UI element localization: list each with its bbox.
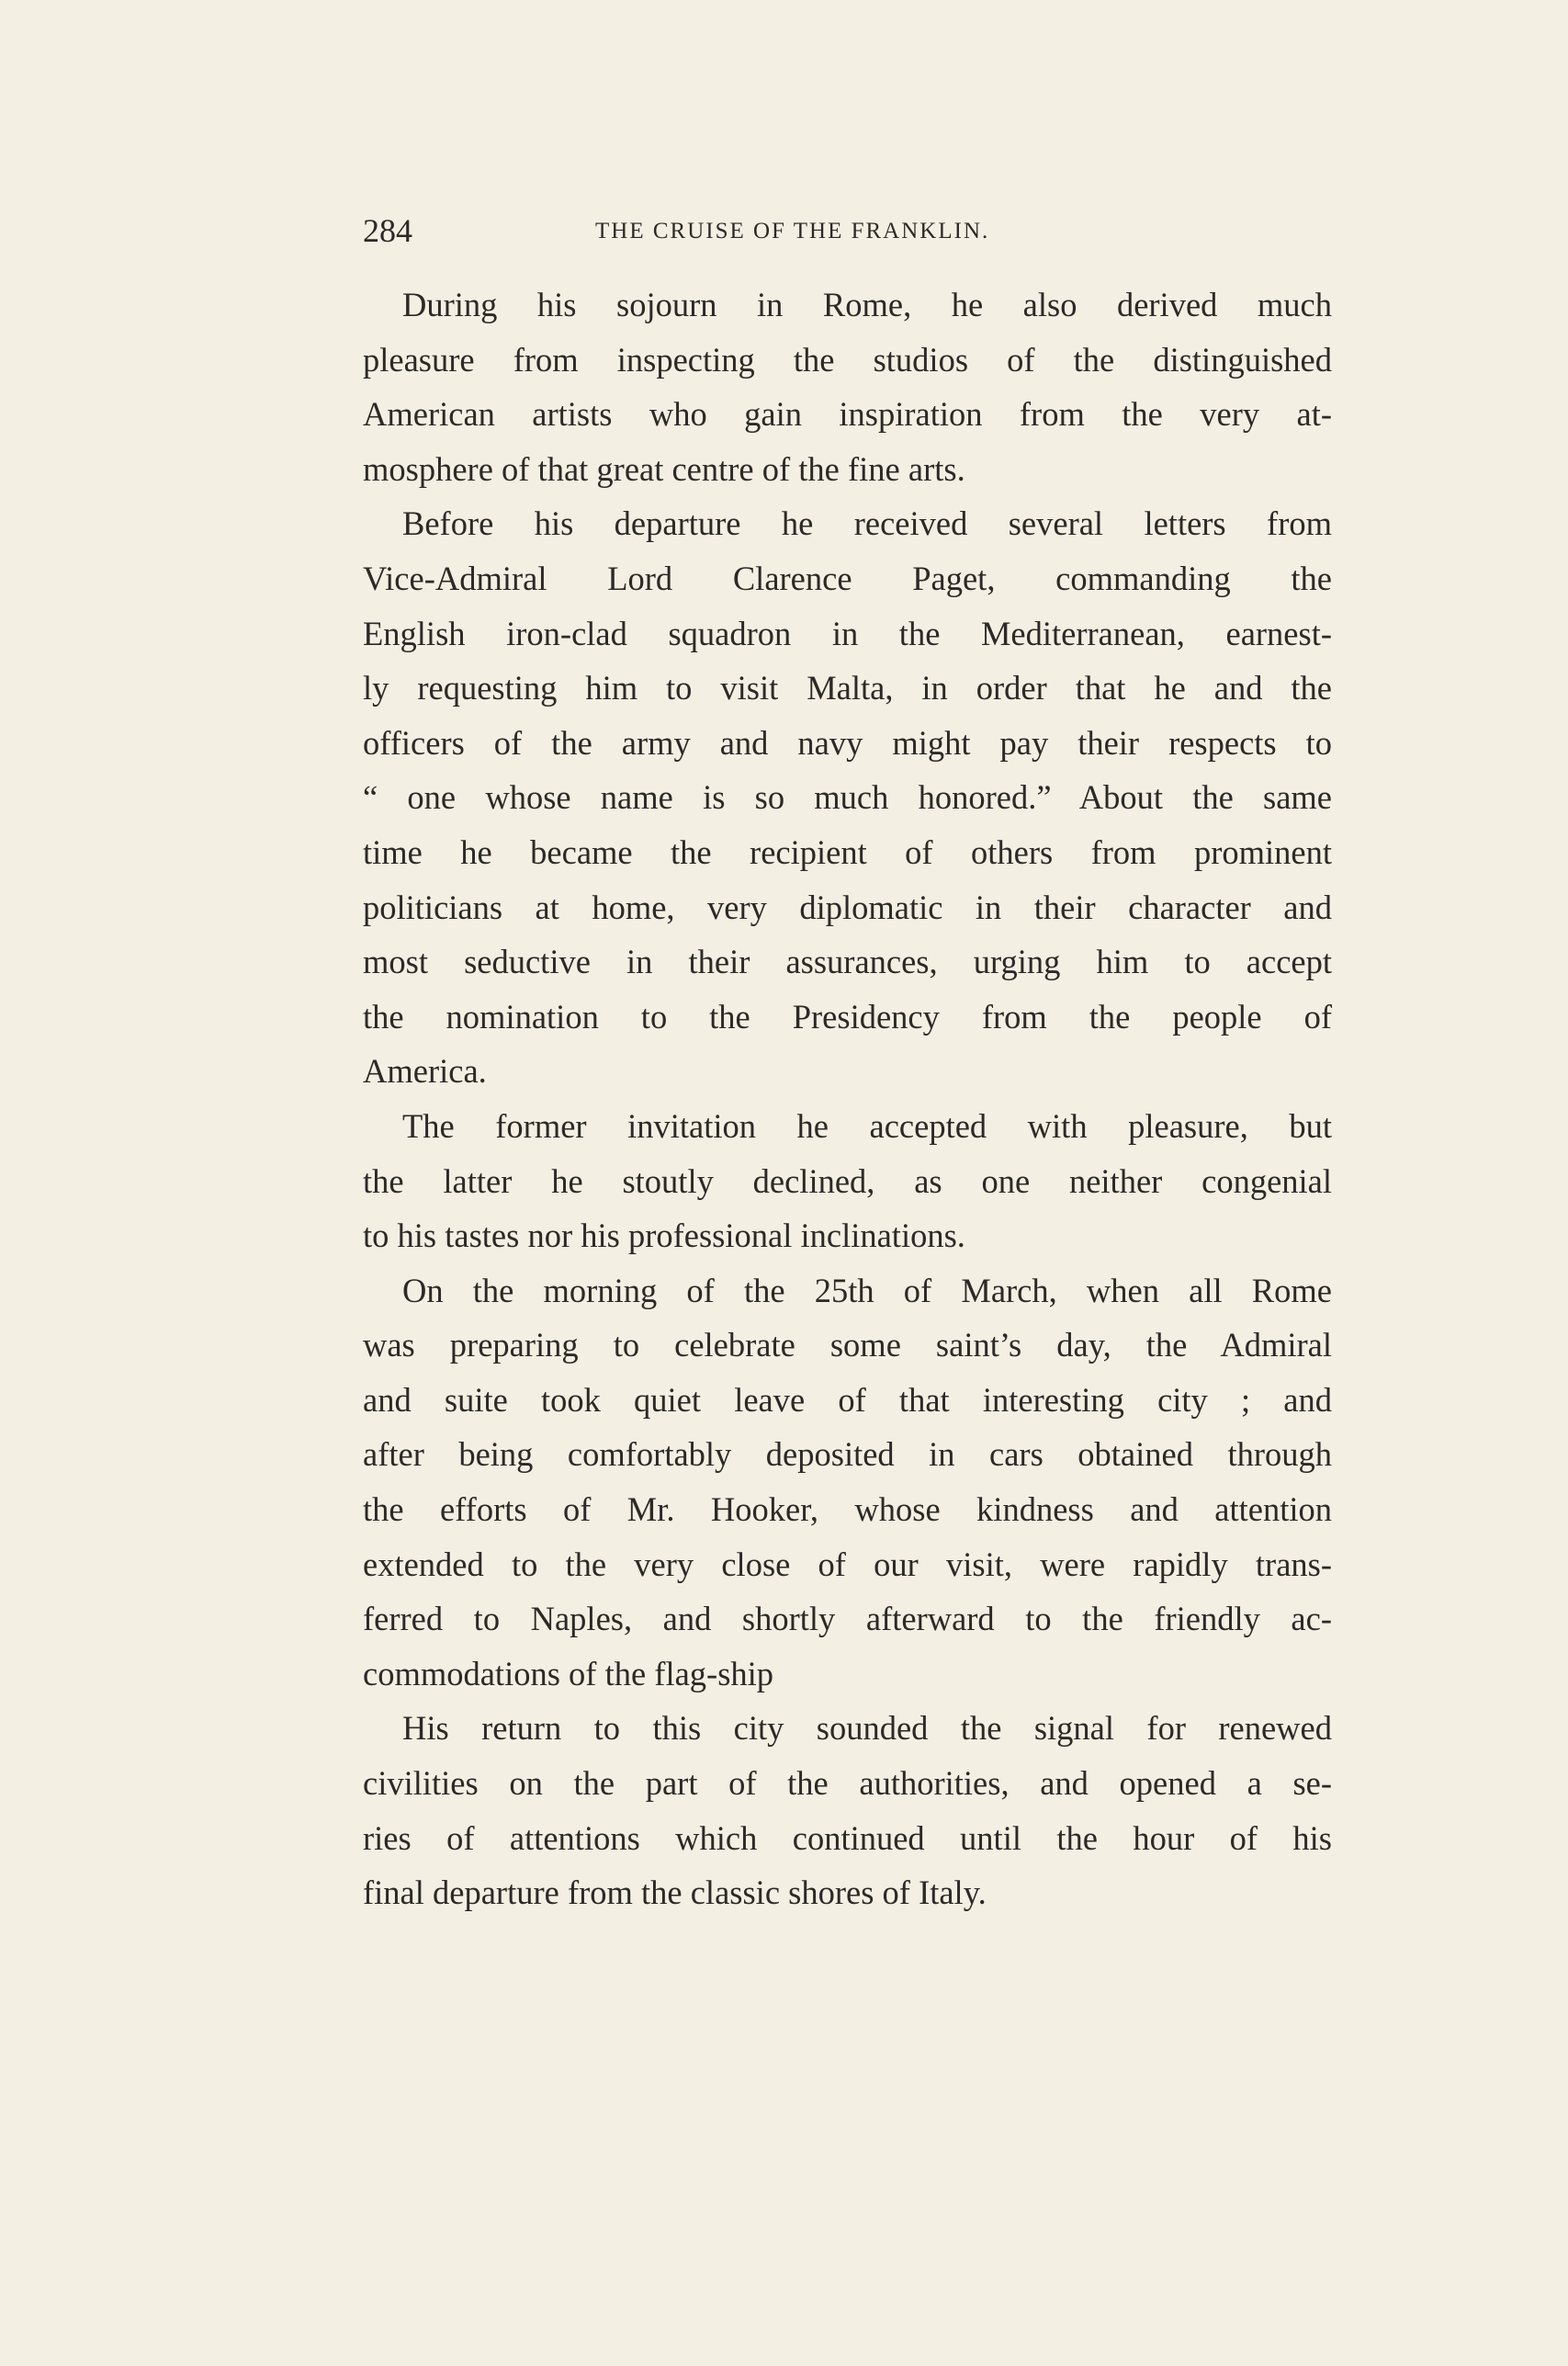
text-line: the latter he stoutly declined, as one neither congenial [363, 1161, 1332, 1200]
text-line: pleasure from inspecting the studios of the distinguished [363, 340, 1332, 379]
text-line: English iron-clad squadron in the Mediterranean, earnest- [363, 614, 1332, 652]
text-line: the nomination to the Presidency from the people of [363, 997, 1332, 1036]
body-text [363, 277, 1332, 1920]
text-line: commodations of the flag-ship [363, 1654, 774, 1692]
text-line: Before his departure he received several letters from [402, 504, 1332, 543]
text-line: politicians at home, very diplomatic in their character and [363, 888, 1332, 926]
text-line: final departure from the classic shores of Italy. [363, 1874, 987, 1912]
text-line: extended to the very close of our visit, were rapidly trans- [363, 1545, 1332, 1583]
text-line: civilities on the part of the authorities, and opened a se- [363, 1764, 1332, 1803]
text-line: time he became the recipient of others from prominent [363, 832, 1332, 871]
text-line: On the morning of the 25th of March, when all Rome [402, 1271, 1332, 1309]
text-line: mosphere of that great centre of the fine arts. [363, 449, 965, 488]
text-line: ly requesting him to visit Malta, in order that he and the [363, 669, 1332, 708]
running-head [363, 208, 1337, 254]
text-line: most seductive in their assurances, urging him to accept [363, 943, 1332, 981]
text-line: to his tastes nor his professional inclinations. [363, 1217, 965, 1255]
text-line: ferred to Naples, and shortly afterward to the friendly ac- [363, 1600, 1332, 1638]
text-line: the efforts of Mr. Hooker, whose kindness and attention [363, 1490, 1332, 1529]
text-line: The former invitation he accepted with pleasure, but [402, 1106, 1332, 1145]
text-line: “ one whose name is so much honored.” About the same [363, 778, 1332, 817]
page-number: 284 [363, 212, 412, 249]
text-line: officers of the army and navy might pay their respects to [363, 723, 1332, 762]
text-line: was preparing to celebrate some saint’s day, the Admiral [363, 1326, 1332, 1364]
text-line: Vice-Admiral Lord Clarence Paget, commanding the [363, 559, 1332, 597]
text-line: During his sojourn in Rome, he also derived much [402, 286, 1332, 323]
text-line: American artists who gain inspiration from the very at- [363, 395, 1332, 434]
text-line: America. [363, 1052, 487, 1091]
text-line: after being comfortably deposited in cars obtained through [363, 1435, 1332, 1474]
text-line: and suite took quiet leave of that interesting city ; and [363, 1380, 1332, 1419]
text-line: ries of attentions which continued until the hour of his [363, 1818, 1332, 1857]
text-line: His return to this city sounded the signal for renewed [402, 1709, 1332, 1748]
running-title: THE CRUISE OF THE FRANKLIN. [595, 219, 990, 243]
